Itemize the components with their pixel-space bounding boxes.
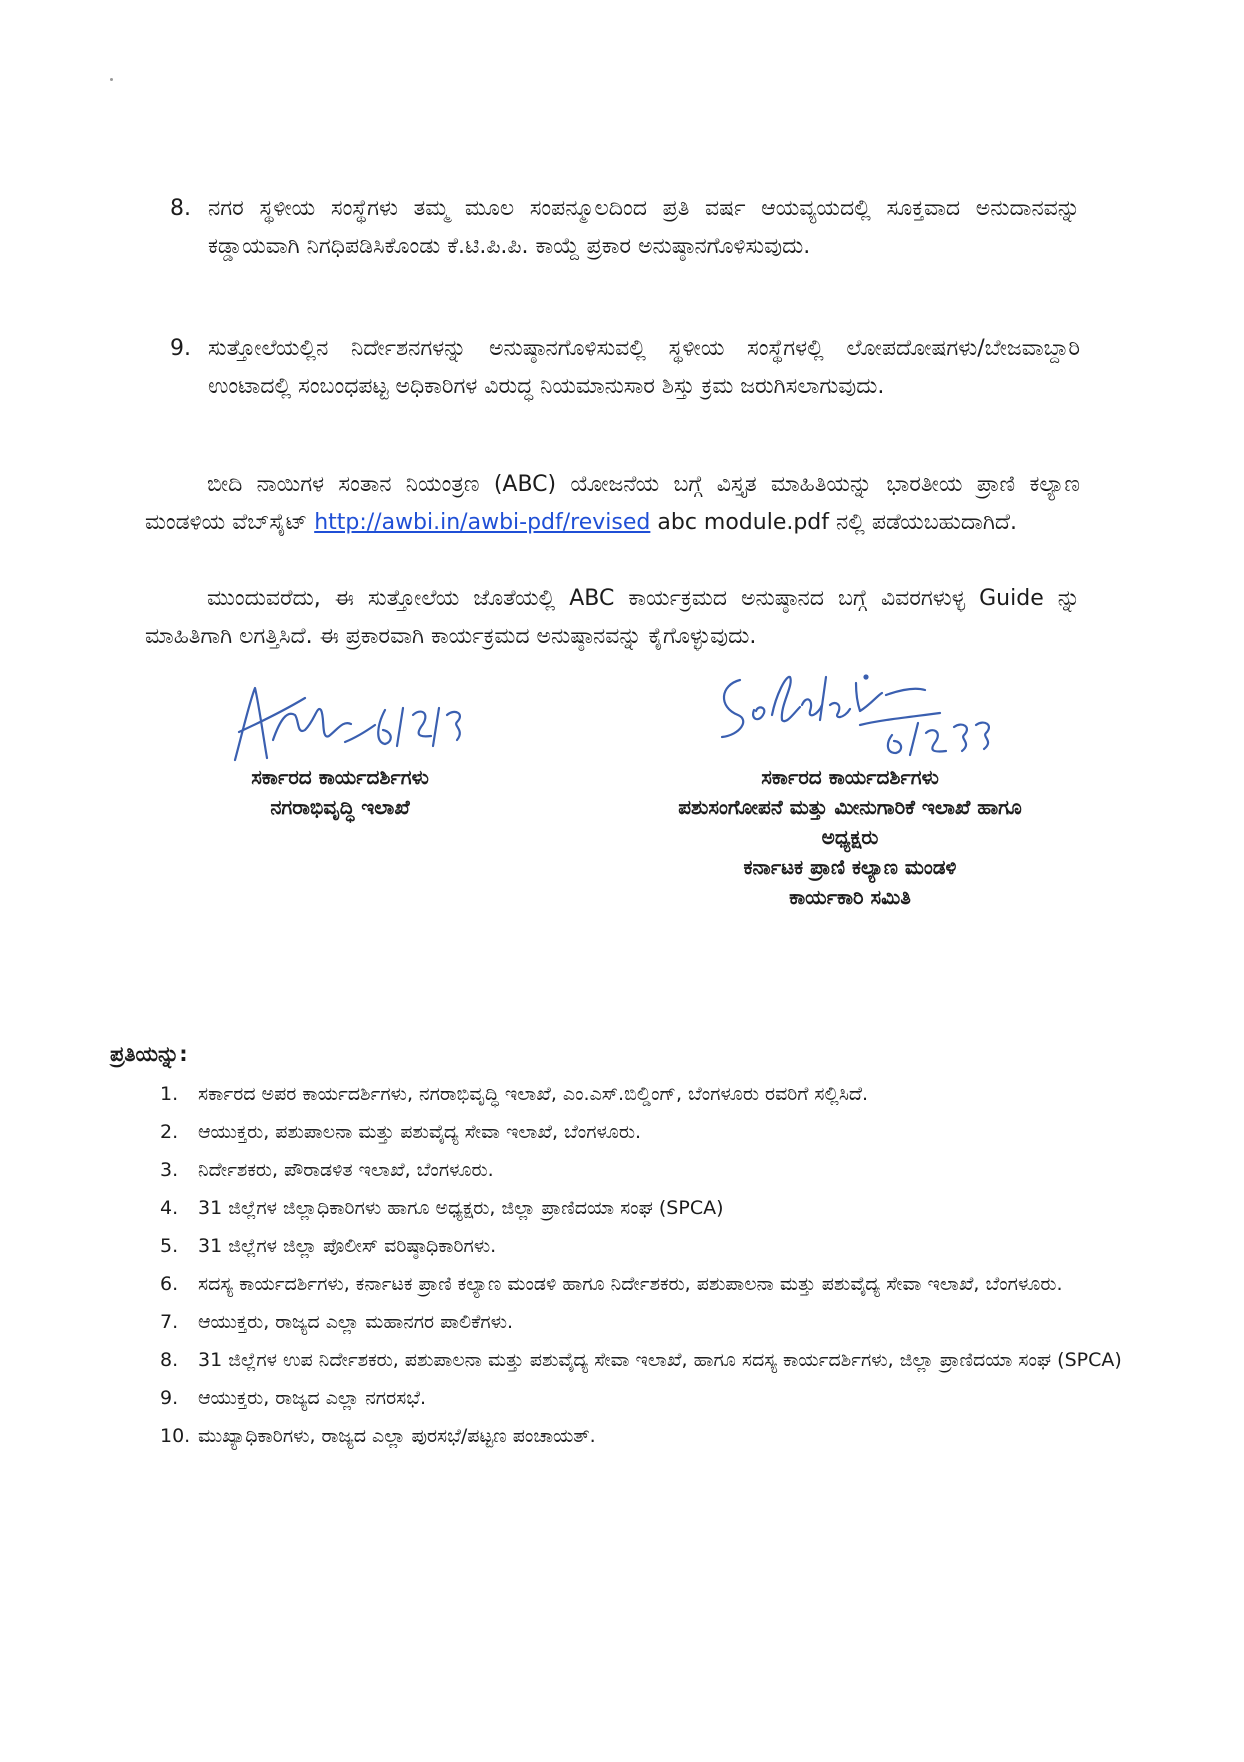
signatory-line: ಪಶುಸಂಗೋಪನೆ ಮತ್ತು ಮೀನುಗಾರಿಕೆ ಇಲಾಖೆ ಹಾಗೂ xyxy=(678,795,1022,819)
list-item xyxy=(160,1382,1150,1415)
list-item xyxy=(160,1306,1150,1339)
awbi-link[interactable]: http://awbi.in/awbi-pdf/revised xyxy=(314,510,651,535)
list-item-text: ನಿರ್ದೇಶಕರು, ಪೌರಾಡಳಿತ ಇಲಾಖೆ, ಬೆಂಗಳೂರು. xyxy=(198,1159,494,1181)
signatory-line: ಕಾರ್ಯಕಾರಿ ಸಮಿತಿ xyxy=(789,885,911,909)
list-item-text: ಸರ್ಕಾರದ ಅಪರ ಕಾರ್ಯದರ್ಶಿಗಳು, ನಗರಾಭಿವೃದ್ಧಿ ಇಲಾಖೆ, ಎಂ.ಎಸ್.ಬಿಲ್ಡಿಂಗ್, ಬೆಂಗಳೂರು ರವರಿಗೆ ಸಲ್ಲಿಸಿದೆ. xyxy=(198,1083,869,1105)
point-8 xyxy=(170,190,1080,266)
list-item-text: ಆಯುಕ್ತರು, ಪಶುಪಾಲನಾ ಮತ್ತು ಪಶುವೈದ್ಯ ಸೇವಾ ಇಲಾಖೆ, ಬೆಂಗಳೂರು. xyxy=(198,1121,642,1143)
right-signature xyxy=(710,665,1010,760)
abc-info-text-end: abc module.pdf ನಲ್ಲಿ ಪಡೆಯಬಹುದಾಗಿದೆ. xyxy=(650,510,1017,535)
list-item-number: 5. xyxy=(160,1235,179,1257)
list-item xyxy=(160,1344,1150,1377)
list-item-number: 7. xyxy=(160,1311,179,1333)
scan-speck xyxy=(110,78,113,81)
point-number: 8. xyxy=(170,196,191,221)
list-item-text: 31 ಜಿಲ್ಲೆಗಳ ಜಿಲ್ಲಾಧಿಕಾರಿಗಳು ಹಾಗೂ ಅಧ್ಯಕ್ಷರು, ಜಿಲ್ಲಾ ಪ್ರಾಣಿದಯಾ ಸಂಘ (SPCA) xyxy=(198,1197,724,1219)
point-text: ಸುತ್ತೋಲೆಯಲ್ಲಿನ ನಿರ್ದೇಶನಗಳನ್ನು ಅನುಷ್ಠಾನಗೊಳಿಸುವಲ್ಲಿ ಸ್ಥಳೀಯ ಸಂಸ್ಥೆಗಳಲ್ಲಿ ಲೋಪದೋಷಗಳು/ಬೇಜವಾಬ್ದಾರಿ ಉಂಟಾದಲ್ಲಿ ಸಂಬಂಧಪಟ್ಟ ಅಧಿಕಾರಿಗಳ ವಿರುದ್ಧ ನಿಯಮಾನುಸಾರ ಶಿಸ್ತು ಕ್ರಮ ಜರುಗಿಸಲಾಗುವುದು. xyxy=(208,336,1080,399)
abc-info-text: ಬೀದಿ ನಾಯಿಗಳ ಸಂತಾನ ನಿಯಂತ್ರಣ (ABC) ಯೋಜನೆಯ ಬಗ್ಗೆ ವಿಸ್ತೃತ ಮಾಹಿತಿಯನ್ನು ಭಾರತೀಯ ಪ್ರಾಣಿ ಕಲ್ಯಾಣ ಮಂಡಳಿಯ ವೆಬ್‌ಸೈಟ್ xyxy=(145,472,1080,535)
signatory-line: ಸರ್ಕಾರದ ಕಾರ್ಯದರ್ಶಿಗಳು xyxy=(761,765,939,789)
list-item-number: 1. xyxy=(160,1083,179,1105)
copy-to-heading: ಪ್ರತಿಯನ್ನು: xyxy=(110,1042,188,1066)
list-item xyxy=(160,1420,1150,1453)
left-signatory xyxy=(160,762,520,822)
left-signature xyxy=(225,680,475,770)
list-item-number: 6. xyxy=(160,1273,179,1295)
list-item-number: 10. xyxy=(160,1425,191,1447)
list-item xyxy=(160,1078,1150,1111)
abc-info-paragraph xyxy=(145,466,1080,542)
point-9 xyxy=(170,330,1080,406)
signatory-line: ಸರ್ಕಾರದ ಕಾರ್ಯದರ್ಶಿಗಳು xyxy=(251,765,429,789)
list-item-number: 8. xyxy=(160,1349,179,1371)
list-item-text: ಮುಖ್ಯಾಧಿಕಾರಿಗಳು, ರಾಜ್ಯದ ಎಲ್ಲಾ ಪುರಸಭೆ/ಪಟ್ಟಣ ಪಂಚಾಯತ್. xyxy=(198,1425,596,1447)
list-item xyxy=(160,1192,1150,1225)
point-number: 9. xyxy=(170,336,191,361)
list-item-text: ಆಯುಕ್ತರು, ರಾಜ್ಯದ ಎಲ್ಲಾ ಮಹಾನಗರ ಪಾಲಿಕೆಗಳು. xyxy=(198,1311,514,1333)
list-item-number: 2. xyxy=(160,1121,179,1143)
list-item xyxy=(160,1268,1150,1301)
list-item xyxy=(160,1154,1150,1187)
copy-to-list xyxy=(160,1078,1150,1458)
list-item xyxy=(160,1230,1150,1263)
list-item-number: 3. xyxy=(160,1159,179,1181)
right-signatory xyxy=(600,762,1100,912)
guide-paragraph: ಮುಂದುವರೆದು, ಈ ಸುತ್ತೋಲೆಯ ಜೊತೆಯಲ್ಲಿ ABC ಕಾರ್ಯಕ್ರಮದ ಅನುಷ್ಠಾನದ ಬಗ್ಗೆ ವಿವರಗಳುಳ್ಳ Guide ನ್ನು ಮಾಹಿತಿಗಾಗಿ ಲಗತ್ತಿಸಿದೆ. ಈ ಪ್ರಕಾರವಾಗಿ ಕಾರ್ಯಕ್ರಮದ ಅನುಷ್ಠಾನವನ್ನು ಕೈಗೊಳ್ಳುವುದು. xyxy=(145,586,1080,649)
signatory-line: ಅಧ್ಯಕ್ಷರು xyxy=(821,825,879,849)
signatory-line: ಕರ್ನಾಟಕ ಪ್ರಾಣಿ ಕಲ್ಯಾಣ ಮಂಡಳಿ xyxy=(743,855,957,879)
signatory-line: ನಗರಾಭಿವೃದ್ಧಿ ಇಲಾಖೆ xyxy=(270,795,410,819)
list-item-text: ಆಯುಕ್ತರು, ರಾಜ್ಯದ ಎಲ್ಲಾ ನಗರಸಭೆ. xyxy=(198,1387,427,1409)
list-item-text: 31 ಜಿಲ್ಲೆಗಳ ಜಿಲ್ಲಾ ಪೊಲೀಸ್ ವರಿಷ್ಠಾಧಿಕಾರಿಗಳು. xyxy=(198,1235,497,1257)
list-item-text: ಸದಸ್ಯ ಕಾರ್ಯದರ್ಶಿಗಳು, ಕರ್ನಾಟಕ ಪ್ರಾಣಿ ಕಲ್ಯಾಣ ಮಂಡಳಿ ಹಾಗೂ ನಿರ್ದೇಶಕರು, ಪಶುಪಾಲನಾ ಮತ್ತು ಪಶುವೈದ್ಯ ಸೇವಾ ಇಲಾಖೆ, ಬೆಂಗಳೂರು. xyxy=(198,1273,1063,1295)
list-item-number: 9. xyxy=(160,1387,179,1409)
list-item xyxy=(160,1116,1150,1149)
list-item-text: 31 ಜಿಲ್ಲೆಗಳ ಉಪ ನಿರ್ದೇಶಕರು, ಪಶುಪಾಲನಾ ಮತ್ತು ಪಶುವೈದ್ಯ ಸೇವಾ ಇಲಾಖೆ, ಹಾಗೂ ಸದಸ್ಯ ಕಾರ್ಯದರ್ಶಿಗಳು, ಜಿಲ್ಲಾ ಪ್ರಾಣಿದಯಾ ಸಂಘ (SPCA) xyxy=(198,1349,1122,1371)
list-item-number: 4. xyxy=(160,1197,179,1219)
point-text: ನಗರ ಸ್ಥಳೀಯ ಸಂಸ್ಥೆಗಳು ತಮ್ಮ ಮೂಲ ಸಂಪನ್ಮೂಲದಿಂದ ಪ್ರತಿ ವರ್ಷ ಆಯವ್ಯಯದಲ್ಲಿ ಸೂಕ್ತವಾದ ಅನುದಾನವನ್ನು ಕಡ್ಡಾಯವಾಗಿ ನಿಗಧಿಪಡಿಸಿಕೊಂಡು ಕೆ.ಟಿ.ಪಿ.ಪಿ. ಕಾಯ್ದೆ ಪ್ರಕಾರ ಅನುಷ್ಠಾನಗೊಳಿಸುವುದು. xyxy=(208,196,1080,259)
